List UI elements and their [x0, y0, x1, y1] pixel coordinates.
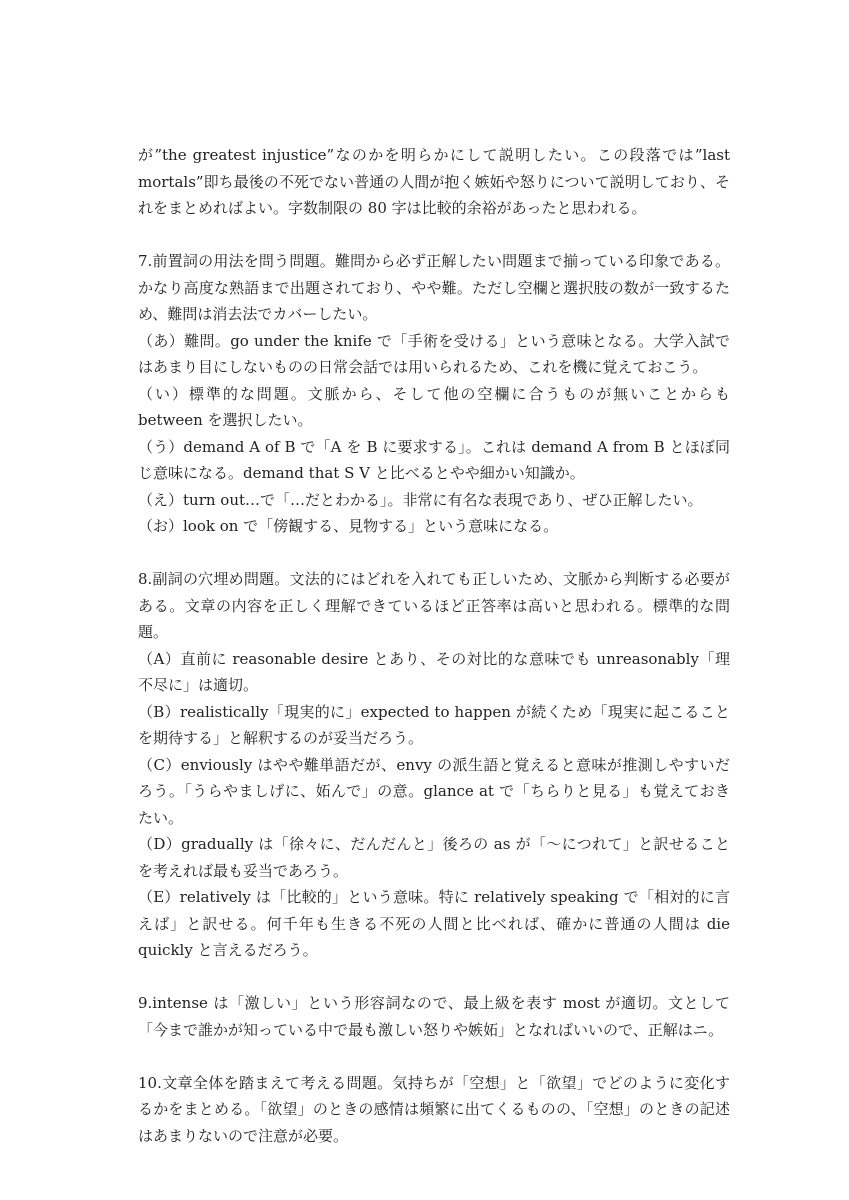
section-gap	[138, 540, 730, 567]
paragraph-heading: 8.副詞の穴埋め問題。文法的にはどれを入れても正しいため、文脈から判断する必要がある。文章の内容を正しく理解できているほど正答率は高いと思われる。標準的な問題。	[138, 570, 730, 641]
paragraph-heading: 10.文章全体を踏まえて考える問題。気持ちが「空想」と「欲望」でどのように変化するかをまとめる。「欲望」のときの感情は頻繁に出てくるものの、「空想」のときの記述はあまりないので注意が必要。	[138, 1073, 730, 1145]
section-6-continuation	[138, 142, 730, 222]
paragraph-item: （う）demand A of B で「A を B に要求する」。これは demand A from B とほぼ同じ意味になる。demand that S V と比べるとやや細かい知識か。	[138, 437, 730, 482]
paragraph-heading: 9.intense は「激しい」という形容詞なので、最上級を表す most が適切。文として「今まで誰かが知っている中で最も激しい怒りや嫉妬」となればいいので、正解はニ。	[138, 994, 730, 1039]
paragraph-item: （お）look on で「傍観する、見物する」という意味になる。	[138, 517, 559, 535]
section-gap	[138, 222, 730, 249]
paragraph-item: （D）gradually は「徐々に、だんだんと」後ろの as が「～につれて」と訳せることを考えれば最も妥当であろう。	[138, 835, 730, 880]
paragraph-item: （え）turn out…で「…だとわかる」。非常に有名な表現であり、ぜひ正解したい。	[138, 490, 703, 509]
paragraph-item: （C）enviously はやや難単語だが、envy の派生語と覚えると意味が推測しやすいだろう。「うらやましげに、妬んで」の意。glance at で「ちらりと見る」も覚えておきたい。	[138, 755, 730, 827]
section-gap	[138, 1043, 730, 1070]
section-7	[138, 248, 730, 540]
document-body	[138, 142, 730, 1149]
paragraph-item: （B）realistically「現実的に」expected to happen が続くため「現実に起こることを期待する」と解釈するのが妥当だろう。	[138, 702, 730, 747]
paragraph-item: （い）標準的な問題。文脈から、そして他の空欄に合うものが無いことからも between を選択したい。	[138, 384, 730, 429]
section-10	[138, 1070, 730, 1150]
paragraph-heading: 7.前置詞の用法を問う問題。難問から必ず正解したい問題まで揃っている印象である。かなり高度な熟語まで出題されており、やや難。ただし空欄と選択肢の数が一致するため、難問は消去法でカバーしたい。	[138, 252, 730, 323]
paragraph-item: （E）relatively は「比較的」という意味。特に relatively speaking で「相対的に言えば」と訳せる。何千年も生きる不死の人間と比べれば、確かに普通の人間は die quickly と言えるだろう。	[138, 888, 730, 959]
paragraph: が”the greatest injustice”なのかを明らかにして説明したい。この段落では”last mortals”即ち最後の不死でない普通の人間が抱く嫉妬や怒りについて説明しており、それをまとめればよい。字数制限の 80 字は比較的余裕があったと思われる。	[138, 146, 730, 217]
section-8	[138, 566, 730, 964]
section-gap	[138, 964, 730, 991]
paragraph-item: （あ）難問。go under the knife で「手術を受ける」という意味となる。大学入試ではあまり目にしないものの日常会話では用いられるため、これを機に覚えておこう。	[138, 331, 730, 376]
paragraph-item: （A）直前に reasonable desire とあり、その対比的な意味でも unreasonably「理不尽に」は適切。	[138, 649, 730, 694]
section-9	[138, 990, 730, 1043]
